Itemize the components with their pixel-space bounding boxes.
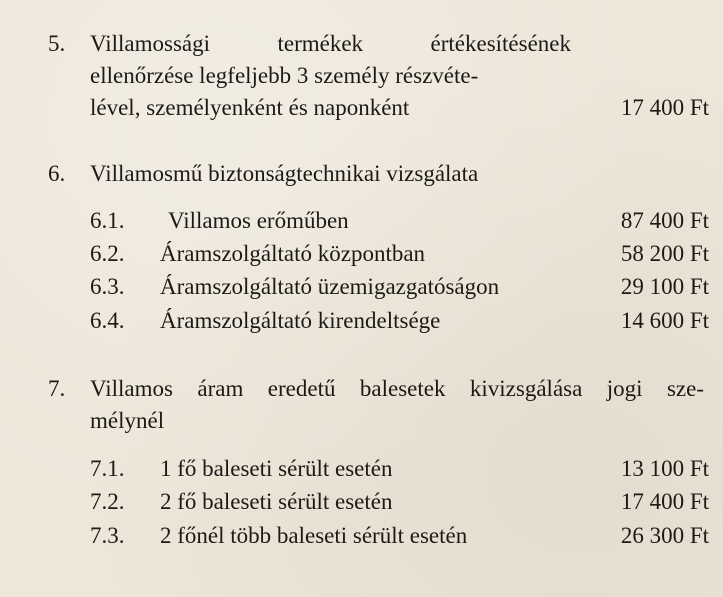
item-label: 2 főnél több baleseti sérült esetén <box>160 523 468 548</box>
section-5-number: 5. <box>48 31 66 56</box>
item-price: 26 300 Ft <box>620 523 709 548</box>
item-label: 1 fő baleseti sérült esetén <box>160 456 393 481</box>
item-number: 6.4. <box>90 308 125 333</box>
section-6-title: Villamosmű biztonságtechnikai vizsgálata <box>90 161 479 186</box>
section-5-line-2: ellenőrzése legfeljebb 3 személy részvéte- <box>90 63 479 88</box>
item-number: 7.2. <box>90 489 125 514</box>
section-5-price: 17 400 Ft <box>620 95 709 120</box>
section-6-number: 6. <box>48 161 66 186</box>
item-number: 6.1. <box>90 208 125 233</box>
item-price: 87 400 Ft <box>620 208 709 233</box>
item-label: Villamos erőműben <box>168 208 349 233</box>
section-5-line-3: lével, személyenként és naponként <box>90 95 410 120</box>
item-price: 29 100 Ft <box>620 274 709 299</box>
section-7-number: 7. <box>48 376 66 401</box>
item-number: 6.2. <box>90 241 125 266</box>
item-price: 58 200 Ft <box>620 241 709 266</box>
item-label: Áramszolgáltató kirendeltsége <box>160 308 441 333</box>
item-number: 6.3. <box>90 274 125 299</box>
item-price: 17 400 Ft <box>620 489 709 514</box>
item-number: 7.1. <box>90 456 125 481</box>
section-7-line-1: Villamos áram eredetű balesetek kivizsgálása jogi sze- <box>90 376 704 401</box>
section-7-line-2: mélynél <box>90 408 165 433</box>
item-price: 13 100 Ft <box>620 456 709 481</box>
section-5-line-1: Villamossági termékek értékesítésének <box>90 31 571 56</box>
item-price: 14 600 Ft <box>620 308 709 333</box>
item-label: Áramszolgáltató központban <box>160 241 426 266</box>
item-number: 7.3. <box>90 523 125 548</box>
item-label: Áramszolgáltató üzemigazgatóságon <box>160 274 500 299</box>
item-label: 2 fő baleseti sérült esetén <box>160 489 393 514</box>
